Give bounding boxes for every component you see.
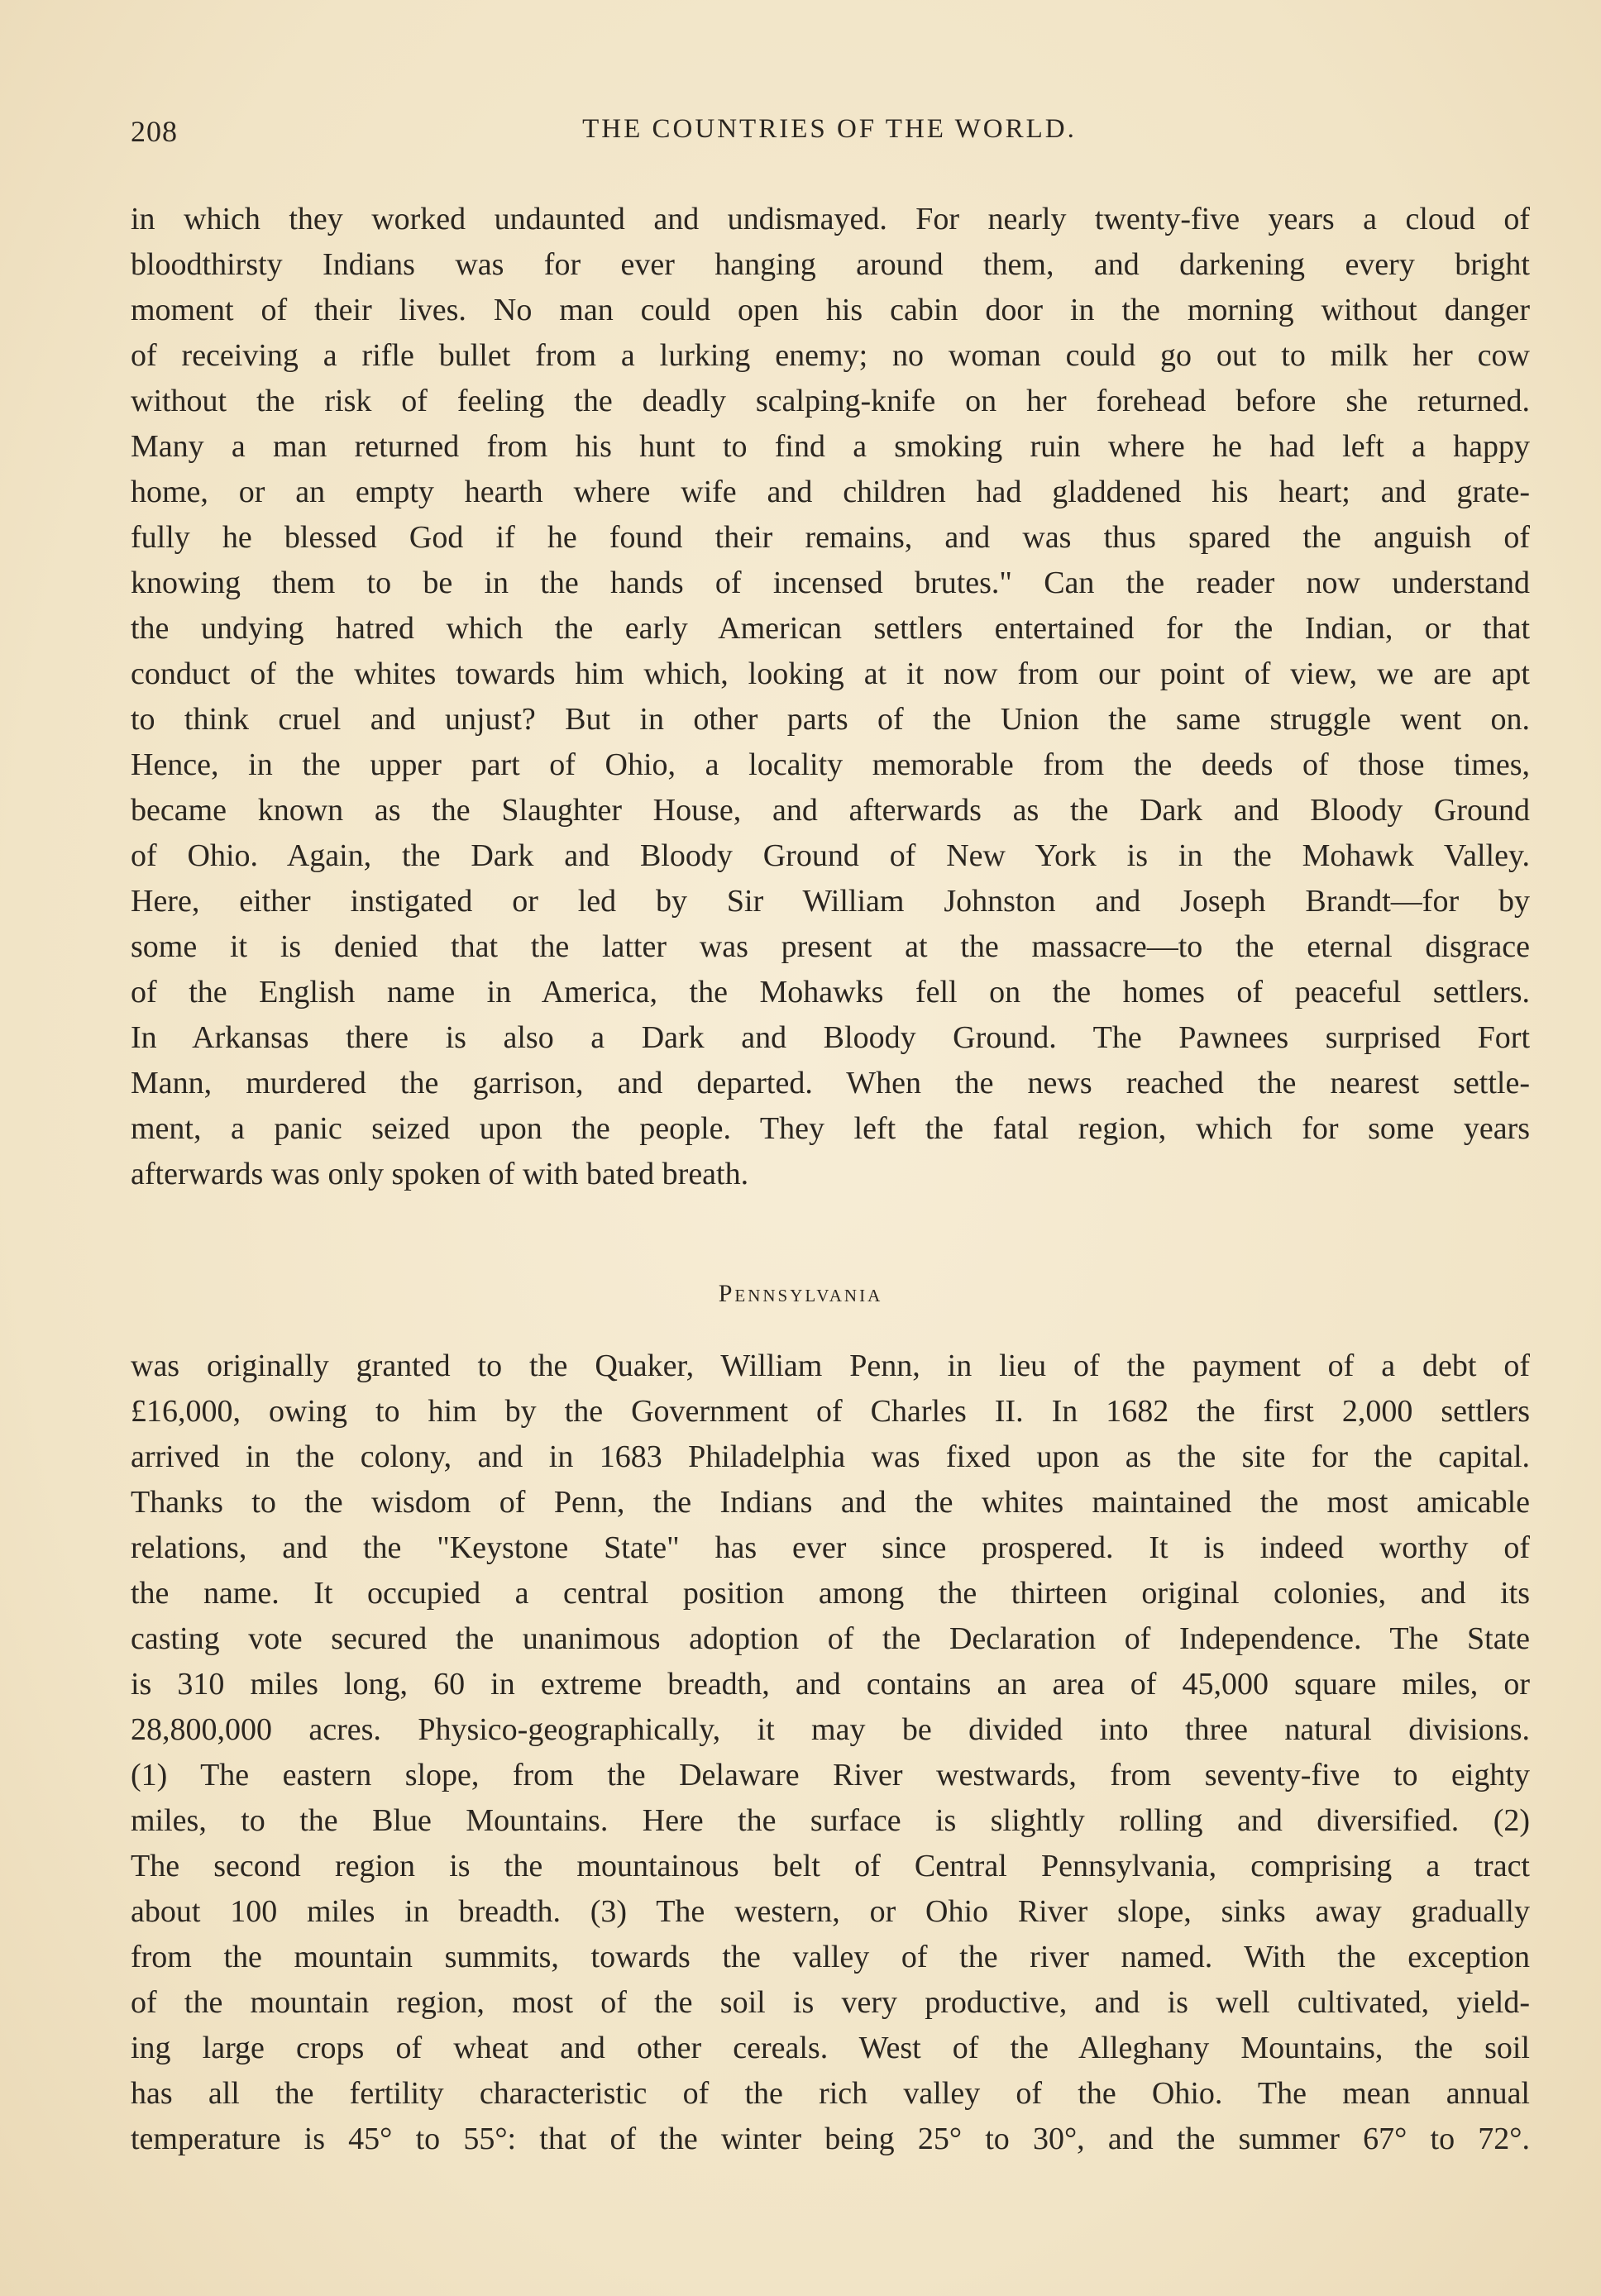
text-line-content: Hence, in the upper part of Ohio, a locality memorable from the deeds of those times, — [131, 747, 1530, 782]
text-line — [131, 1571, 1530, 1616]
text-line-content: of the mountain region, most of the soil is very productive, and is well cultivated, yield- — [131, 1985, 1530, 2020]
running-head — [131, 114, 1528, 164]
text-line — [131, 470, 1530, 515]
text-line — [131, 288, 1530, 333]
text-line — [131, 1434, 1530, 1480]
text-line — [131, 1707, 1530, 1753]
text-line-content: became known as the Slaughter House, and afterwards as the Dark and Bloody Ground — [131, 793, 1530, 828]
text-line — [131, 924, 1530, 970]
running-title: THE COUNTRIES OF THE WORLD. — [582, 114, 1077, 144]
text-line — [131, 1015, 1530, 1061]
text-line — [131, 970, 1530, 1015]
text-line — [131, 1844, 1530, 1889]
text-line-content: miles, to the Blue Mountains. Here the surface is slightly rolling and diversified. (2) — [131, 1803, 1530, 1838]
text-line — [131, 1889, 1530, 1935]
text-line-content: arrived in the colony, and in 1683 Philadelphia was fixed upon as the site for the capital. — [131, 1439, 1530, 1474]
text-line — [131, 833, 1530, 879]
text-line-content: of Ohio. Again, the Dark and Bloody Ground of New York is in the Mohawk Valley. — [131, 838, 1530, 873]
text-line — [131, 742, 1530, 788]
text-line — [131, 879, 1530, 924]
text-line — [131, 2117, 1530, 2162]
text-line-content: afterwards was only spoken of with bated breath. — [131, 1157, 749, 1191]
text-line-content: knowing them to be in the hands of incensed brutes." Can the reader now understand — [131, 566, 1530, 600]
text-line-content: of receiving a rifle bullet from a lurking enemy; no woman could go out to milk her cow — [131, 338, 1530, 373]
text-line-content: in which they worked undaunted and undismayed. For nearly twenty-five years a cloud of — [131, 202, 1530, 236]
section-heading: Pennsylvania — [718, 1280, 883, 1307]
text-line — [131, 788, 1530, 833]
text-line-content: conduct of the whites towards him which, looking at it now from our point of view, we are apt — [131, 656, 1530, 691]
text-line — [131, 515, 1530, 561]
text-line-content: was originally granted to the Quaker, William Penn, in lieu of the payment of a debt of — [131, 1348, 1530, 1383]
text-line-content: Thanks to the wisdom of Penn, the Indians and the whites maintained the most amicable — [131, 1485, 1530, 1520]
text-line-content: is 310 miles long, 60 in extreme breadth, and contains an area of 45,000 square miles, or — [131, 1667, 1530, 1702]
text-line-content: about 100 miles in breadth. (3) The western, or Ohio River slope, sinks away gradually — [131, 1894, 1530, 1929]
paragraph-2 — [131, 1344, 1530, 2162]
text-line-content: some it is denied that the latter was present at the massacre—to the eternal disgrace — [131, 929, 1530, 964]
text-line-content: from the mountain summits, towards the valley of the river named. With the exception — [131, 1940, 1530, 1974]
text-line-content: Here, either instigated or led by Sir William Johnston and Joseph Brandt—for by — [131, 884, 1530, 919]
text-line — [131, 197, 1530, 242]
text-line-content: home, or an empty hearth where wife and children had gladdened his heart; and grate- — [131, 475, 1530, 509]
text-line — [131, 1980, 1530, 2026]
text-line-content: 28,800,000 acres. Physico-geographically, it may be divided into three natural divisions. — [131, 1712, 1530, 1747]
paragraph-1 — [131, 197, 1530, 1197]
text-line — [131, 652, 1530, 697]
text-line-content: the undying hatred which the early American settlers entertained for the Indian, or that — [131, 611, 1530, 646]
text-line — [131, 1480, 1530, 1525]
text-line-content: The second region is the mountainous belt of Central Pennsylvania, comprising a tract — [131, 1849, 1530, 1883]
text-line-content: fully he blessed God if he found their remains, and was thus spared the anguish of — [131, 520, 1530, 555]
text-line-content: the name. It occupied a central position among the thirteen original colonies, and its — [131, 1576, 1530, 1611]
text-line-content: Mann, murdered the garrison, and departed. When the news reached the nearest settle- — [131, 1066, 1530, 1100]
text-line-content: has all the fertility characteristic of the rich valley of the Ohio. The mean annual — [131, 2076, 1530, 2111]
text-line-content: of the English name in America, the Mohawks fell on the homes of peaceful settlers. — [131, 975, 1530, 1010]
text-line — [131, 333, 1530, 379]
text-line-content: ment, a panic seized upon the people. They left the fatal region, which for some years — [131, 1111, 1530, 1146]
text-line-content: moment of their lives. No man could open his cabin door in the morning without danger — [131, 293, 1530, 327]
text-line-content: relations, and the "Keystone State" has ever since prospered. It is indeed worthy of — [131, 1530, 1530, 1565]
text-line — [131, 1662, 1530, 1707]
page-number: 208 — [131, 115, 178, 148]
text-line — [131, 1061, 1530, 1106]
text-line — [131, 2026, 1530, 2071]
text-line — [131, 424, 1530, 470]
text-line — [131, 1152, 1530, 1197]
text-line-content: In Arkansas there is also a Dark and Bloody Ground. The Pawnees surprised Fort — [131, 1020, 1530, 1055]
text-line — [131, 379, 1530, 424]
text-line — [131, 1106, 1530, 1152]
text-line-content: bloodthirsty Indians was for ever hanging around them, and darkening every bright — [131, 247, 1530, 282]
text-line — [131, 697, 1530, 742]
text-line-content: to think cruel and unjust? But in other parts of the Union the same struggle went on. — [131, 702, 1530, 737]
text-line-content: £16,000, owing to him by the Government of Charles II. In 1682 the first 2,000 settlers — [131, 1394, 1530, 1429]
text-line — [131, 1798, 1530, 1844]
text-line-content: Many a man returned from his hunt to find a smoking ruin where he had left a happy — [131, 429, 1530, 464]
text-line — [131, 242, 1530, 288]
text-line-content: without the risk of feeling the deadly scalping-knife on her forehead before she returned. — [131, 384, 1530, 418]
text-line — [131, 1616, 1530, 1662]
text-line — [131, 1389, 1530, 1434]
text-line — [131, 1753, 1530, 1798]
text-line-content: (1) The eastern slope, from the Delaware River westwards, from seventy-five to eighty — [131, 1758, 1530, 1792]
text-line — [131, 1935, 1530, 1980]
text-line-content: ing large crops of wheat and other cereals. West of the Alleghany Mountains, the soil — [131, 2031, 1530, 2065]
text-line-content: casting vote secured the unanimous adoption of the Declaration of Independence. The State — [131, 1621, 1530, 1656]
text-line-content: temperature is 45° to 55°: that of the winter being 25° to 30°, and the summer 67° to 72°. — [131, 2122, 1530, 2156]
text-line — [131, 2071, 1530, 2117]
text-line — [131, 1344, 1530, 1389]
text-line — [131, 606, 1530, 652]
text-line — [131, 561, 1530, 606]
text-line — [131, 1525, 1530, 1571]
